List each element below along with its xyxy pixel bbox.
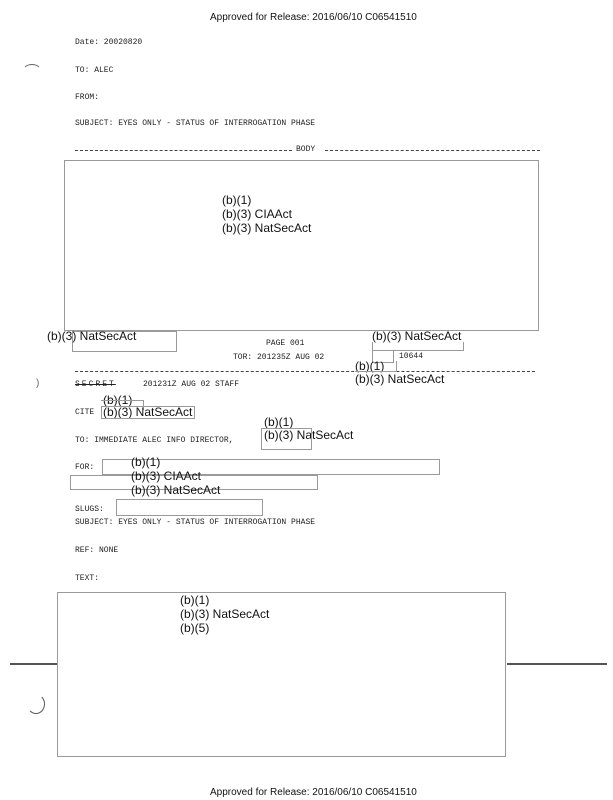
text-redaction-b1: (b)(1) — [180, 593, 210, 607]
scan-mark-bottom — [27, 694, 45, 714]
ref-line: REF: NONE — [75, 546, 119, 555]
tor-line: TOR: 201235Z AUG 02 — [233, 353, 325, 362]
for-redaction-b3-natsecact: (b)(3) NatSecAct — [131, 483, 221, 497]
body-redaction-b3-natsecact: (b)(3) NatSecAct — [222, 221, 312, 235]
scan-fold-line-right — [507, 663, 607, 665]
scan-mark-middle: ) — [36, 378, 40, 389]
ref-number: 10644 — [399, 352, 424, 361]
cite-redaction-b1: (b)(1) — [103, 393, 133, 407]
cable-dtg: 201231Z AUG 02 STAFF — [143, 380, 240, 389]
from-line: FROM: — [75, 93, 100, 102]
scan-fold-line-left — [10, 663, 57, 665]
text-redaction-b3-natsecact: (b)(3) NatSecAct — [180, 607, 270, 621]
right-redaction-natsecact: (b)(3) NatSecAct — [372, 329, 462, 343]
to-redaction-b3: (b)(3) NatSecAct — [264, 428, 354, 442]
to-line: TO: ALEC — [75, 66, 114, 75]
body-redaction-b1: (b)(1) — [222, 193, 252, 207]
to-redaction-box — [261, 428, 312, 450]
body-redaction-b3-ciaact: (b)(3) CIAAct — [222, 207, 293, 221]
right-b1-box — [355, 361, 397, 372]
page-number: PAGE 001 — [266, 339, 305, 348]
for-redaction-b1: (b)(1) — [131, 455, 161, 469]
cable-separator — [75, 371, 535, 372]
body-divider-left — [75, 150, 292, 151]
secret-classification: SECRET — [75, 380, 116, 389]
cite-label: CITE — [75, 408, 95, 417]
release-footer: Approved for Release: 2016/06/10 C06541510 — [210, 787, 417, 798]
right-redaction-b3: (b)(3) NatSecAct — [355, 372, 445, 386]
cable-subject-line: SUBJECT: EYES ONLY - STATUS OF INTERROGATION PHASE — [75, 518, 316, 527]
cite-redaction-b3: (b)(3) NatSecAct — [103, 405, 193, 419]
body-label: BODY — [296, 145, 316, 154]
release-header: Approved for Release: 2016/06/10 C06541510 — [210, 12, 417, 23]
text-redaction-box — [57, 592, 506, 757]
subject-line: SUBJECT: EYES ONLY - STATUS OF INTERROGATION PHASE — [75, 119, 316, 128]
text-label: TEXT: — [75, 574, 100, 583]
left-redaction-natsecact: (b)(3) NatSecAct — [47, 329, 137, 343]
cable-to-line: TO: IMMEDIATE ALEC INFO DIRECTOR, — [75, 436, 234, 445]
for-label: FOR: — [75, 463, 95, 472]
right-redaction-b1: (b)(1) — [355, 359, 385, 373]
slugs-redaction-box — [116, 499, 263, 516]
body-redaction-box — [64, 160, 539, 331]
date-line: Date: 20020820 — [75, 38, 143, 47]
slugs-label: SLUGS: — [75, 505, 104, 514]
to-redaction-b1: (b)(1) — [264, 415, 294, 429]
for-redaction-b3-ciaact: (b)(3) CIAAct — [131, 469, 202, 483]
text-redaction-b5: (b)(5) — [180, 621, 210, 635]
scan-mark-top — [22, 64, 42, 80]
body-divider-right — [325, 150, 540, 151]
cite-redaction-box — [101, 406, 195, 419]
